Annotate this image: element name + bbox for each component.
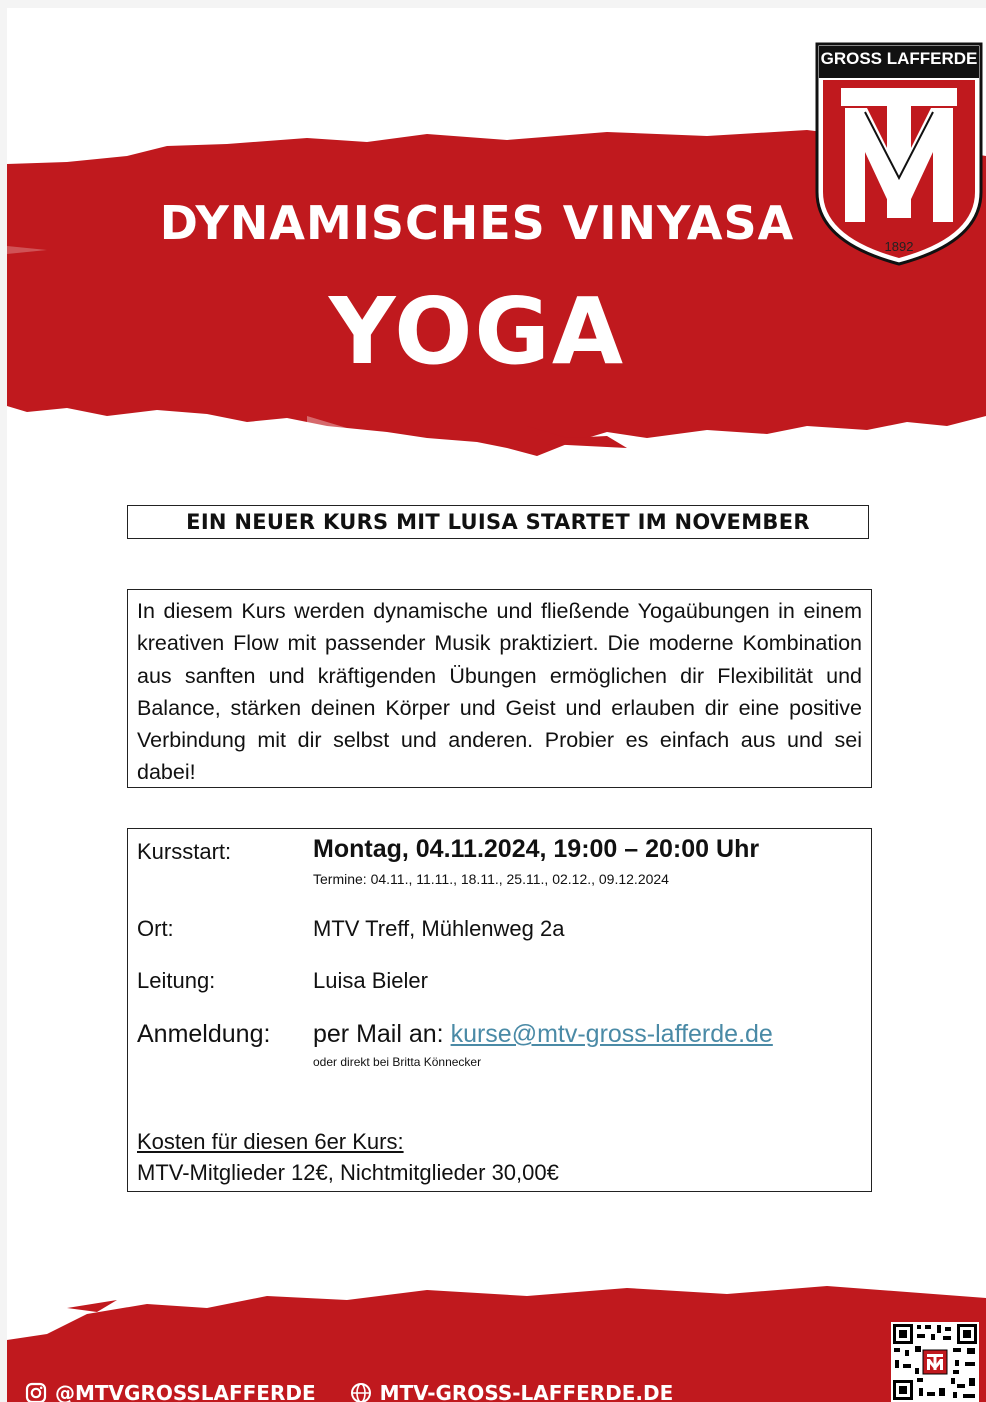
leitung-label: Leitung: (137, 968, 216, 993)
ort-value: MTV Treff, Mühlenweg 2a (313, 916, 565, 941)
instagram-handle[interactable]: @MTVGROSSLAFFERDE (55, 1381, 316, 1402)
anmeldung-note: oder direkt bei Britta Könnecker (313, 1055, 482, 1069)
ort-label: Ort: (137, 916, 174, 941)
details-box (127, 828, 872, 1192)
logo-top-text: GROSS LAFFERDE (820, 49, 978, 68)
description-text: In diesem Kurs werden dynamische und fließende Yogaübungen in einem kreativen Flow mit passender Musik praktiziert. Die moderne Kombination aus sanften und kräftigenden Übungen ermöglichen dir Flexibilität und Balance, stärken deinen Körper und Geist und erlauben dir eine positive Verbindung mit dir selbst und anderen. Probier es einfach aus und sei dabei! (137, 599, 862, 785)
kosten-text: MTV-Mitglieder 12€, Nichtmitglieder 30,00€ (137, 1160, 559, 1185)
headline: EIN NEUER KURS MIT LUISA STARTET IM NOVEMBER (186, 510, 810, 534)
anmeldung-value (313, 1020, 773, 1049)
footer-social (25, 1381, 673, 1402)
globe-icon (350, 1382, 372, 1402)
qr-code[interactable] (891, 1322, 979, 1402)
anmeldung-prefix: per Mail an: (313, 1020, 451, 1048)
kursstart-label: Kursstart: (137, 839, 232, 864)
flyer-page (7, 8, 986, 1402)
logo-year: 1892 (884, 239, 914, 254)
website-url[interactable]: MTV-GROSS-LAFFERDE.DE (379, 1381, 674, 1402)
description-box (127, 589, 872, 788)
instagram-icon (25, 1382, 47, 1402)
leitung-value: Luisa Bieler (313, 968, 428, 993)
title-line-1: DYNAMISCHES VINYASA (159, 196, 795, 250)
headline-box (127, 505, 869, 539)
club-logo (815, 42, 983, 266)
title-line-2: YOGA (328, 278, 626, 385)
email-link[interactable]: kurse@mtv-gross-lafferde.de (450, 1020, 773, 1048)
anmeldung-label: Anmeldung: (137, 1020, 271, 1048)
kursstart-value: Montag, 04.11.2024, 19:00 – 20:00 Uhr (313, 835, 760, 863)
kosten-heading: Kosten für diesen 6er Kurs: (137, 1129, 404, 1154)
termine-text: Termine: 04.11., 11.11., 18.11., 25.11., 02.12., 09.12.2024 (313, 871, 669, 887)
